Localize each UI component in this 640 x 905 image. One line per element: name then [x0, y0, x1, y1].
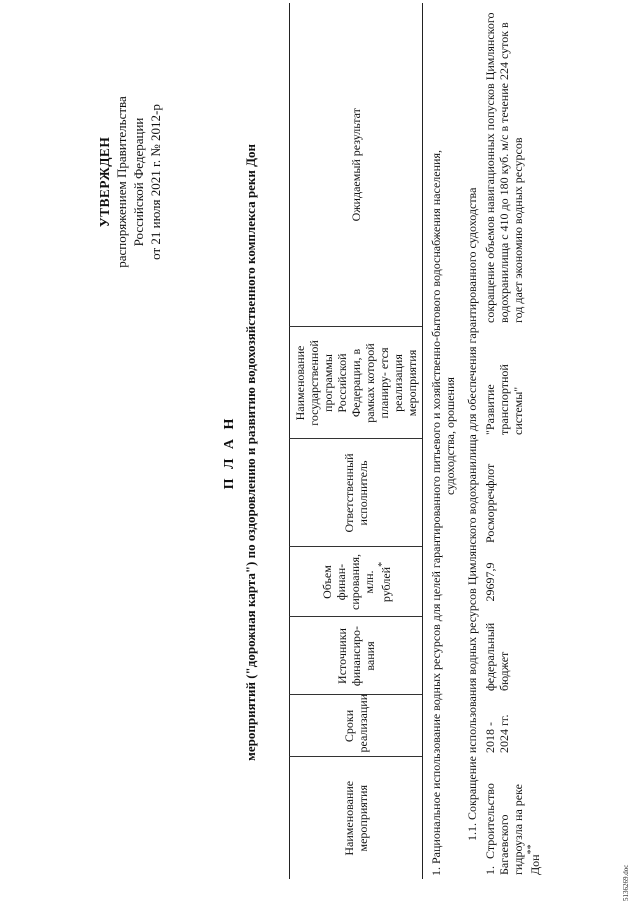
header-executor: Ответственный исполнитель [290, 439, 423, 547]
section-row [423, 3, 460, 879]
header-name: Наименование мероприятия [290, 757, 423, 879]
header-sources: Источники финансиро- вания [290, 617, 423, 695]
row1-executor: Росморречфлот [483, 463, 497, 543]
table-header-row [290, 3, 423, 879]
row1-program: "Развитие транспортной системы" [483, 364, 525, 435]
section-1-text-cont: судоходства, орошения [443, 377, 457, 495]
document-code: 5136269.doc [622, 864, 630, 901]
row1-volume: 29697,9 [483, 562, 497, 602]
table-row [481, 3, 544, 879]
header-program: Наименование государственной программы Российской Федерации, в рамках которой планиру- ется реализация мероприятия [290, 327, 423, 439]
plan-title: П Л А Н [222, 415, 237, 490]
row1-sources: федеральный бюджет [483, 622, 511, 691]
approval-title: УТВЕРЖДЕН [97, 136, 112, 228]
row1-terms: 2018 - 2024 гг. [483, 714, 511, 753]
approval-line-3: от 21 июля 2021 г. № 2012-р [148, 104, 163, 260]
section-1-text: 1. Рациональное использование водных ресурсов для целей гарантированного питьевого и хозяйственно-бытового водоснабжения населения, [429, 150, 443, 876]
row1-name-mark: ** [526, 844, 537, 855]
header-volume-text: Объем финан- сирования, млн. рублей [319, 554, 393, 610]
subsection-row [459, 3, 481, 879]
plan-table [289, 3, 544, 879]
header-volume [290, 547, 423, 617]
section-1-1-heading: 1.1. Сокращение использования водных ресурсов Цимлянского водохранилища для обеспечения гарантированного судоходства [465, 187, 479, 841]
row1-number: 1. [483, 866, 497, 875]
plan-subtitle: мероприятий ("дорожная карта") по оздоровлению и развитию водохозяйственного комплекса реки Дон [243, 144, 258, 761]
approval-line-1: распоряжением Правительства [114, 96, 129, 268]
row1-result: сокращение объемов навигационных попусков Цимлянского водохранилища с 410 до 180 куб. м/с в течение 224 суток в год дает экономию водных ресурсов [483, 12, 525, 323]
header-result: Ожидаемый результат [290, 3, 423, 327]
approval-line-2: Российской Федерации [131, 117, 146, 247]
section-1-heading [423, 3, 460, 879]
row1-name-text: Строительство Багаевского гидроузла на реке Дон [483, 783, 542, 875]
header-terms: Сроки реализации [290, 695, 423, 757]
approval-stamp [96, 22, 164, 342]
row1-name [481, 757, 544, 879]
header-volume-mark: * [376, 561, 388, 567]
